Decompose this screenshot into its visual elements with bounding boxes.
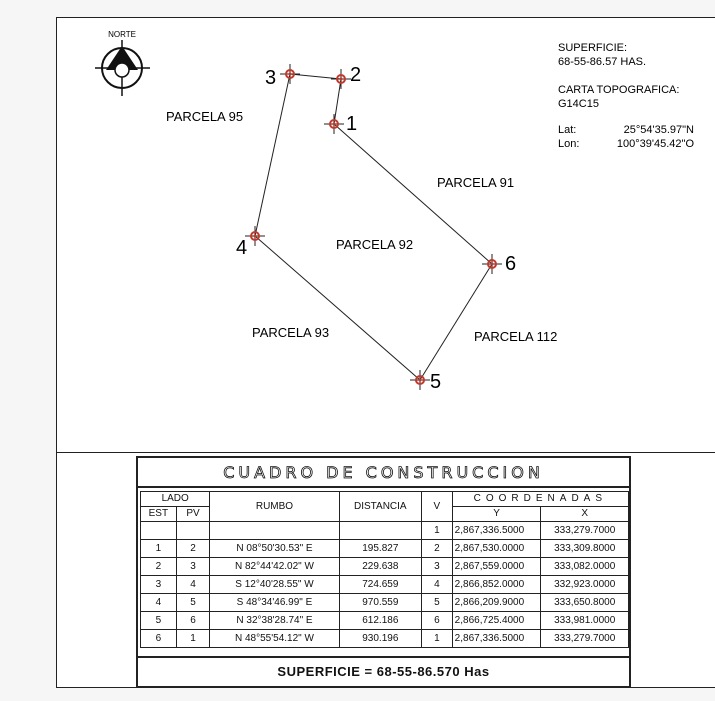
vertex-label-2: 2	[350, 64, 362, 86]
parcel-label-92: PARCELA 92	[336, 237, 414, 252]
cell-y: 2,867,336.5000	[452, 630, 541, 648]
cell-v: 5	[422, 594, 453, 612]
parcel-label-95: PARCELA 95	[166, 109, 244, 124]
cell-est: 4	[141, 594, 177, 612]
cell-pv: 4	[176, 576, 210, 594]
header-est: EST	[141, 507, 177, 522]
cell-pv: 3	[176, 558, 210, 576]
vertex-marker-icon	[245, 226, 265, 246]
cell-est: 6	[141, 630, 177, 648]
carta-label: CARTA TOPOGRAFICA:	[558, 84, 680, 96]
parcel-label-112: PARCELA 112	[474, 329, 558, 344]
vertex-marker-icon	[280, 64, 300, 84]
sheet-divider	[56, 452, 715, 453]
cell-y: 2,867,559.0000	[452, 558, 541, 576]
table-footer: SUPERFICIE = 68-55-86.570 Has	[138, 656, 629, 686]
construction-table	[140, 491, 629, 648]
cell-rumbo: S 12°40'28.55" W	[210, 576, 339, 594]
cell-x: 333,309.8000	[541, 540, 629, 558]
lon-value: 100°39'45.42"O	[616, 138, 694, 150]
table-row	[141, 558, 629, 576]
cell-x: 332,923.0000	[541, 576, 629, 594]
cell-est: 2	[141, 558, 177, 576]
cell-distancia: 930.196	[339, 630, 422, 648]
cell-v: 1	[422, 522, 453, 540]
lat-label: Lat:	[558, 124, 577, 136]
vertex-marker-icon	[410, 370, 430, 390]
header-distancia: DISTANCIA	[339, 492, 422, 522]
cell-pv: 6	[176, 612, 210, 630]
vertex-label-1: 1	[346, 113, 358, 135]
cell-y: 2,866,852.0000	[452, 576, 541, 594]
construction-table-box	[136, 456, 631, 688]
cell-rumbo: N 82°44'42.02" W	[210, 558, 339, 576]
cell-x: 333,279.7000	[541, 522, 629, 540]
parcel-label-93: PARCELA 93	[252, 325, 330, 340]
cell-rumbo: N 08°50'30.53" E	[210, 540, 339, 558]
vertex-label-6: 6	[505, 253, 517, 275]
cell-y: 2,866,209.9000	[452, 594, 541, 612]
header-pv: PV	[176, 507, 210, 522]
cell-pv: 5	[176, 594, 210, 612]
north-label: NORTE	[108, 30, 136, 39]
header-x: X	[541, 507, 629, 522]
cell-y: 2,867,530.0000	[452, 540, 541, 558]
vertex-marker-icon	[324, 114, 344, 134]
cell-distancia: 724.659	[339, 576, 422, 594]
lat-value: 25°54'35.97"N	[623, 124, 694, 136]
cell-rumbo: N 48°55'54.12" W	[210, 630, 339, 648]
cell-y: 2,867,336.5000	[452, 522, 541, 540]
cell-pv: 1	[176, 630, 210, 648]
north-arrow-icon	[95, 40, 150, 96]
vertex-marker-icon	[482, 254, 502, 274]
header-lado: LADO	[141, 492, 210, 507]
cell-x: 333,082.0000	[541, 558, 629, 576]
vertex-label-3: 3	[265, 67, 277, 89]
cell-distancia: 229.638	[339, 558, 422, 576]
cell-est: 5	[141, 612, 177, 630]
vertex-marker-icon	[331, 69, 351, 89]
cell-distancia: 970.559	[339, 594, 422, 612]
vertex-label-5: 5	[430, 371, 442, 393]
cell-distancia: 195.827	[339, 540, 422, 558]
table-row	[141, 522, 629, 540]
carta-value: G14C15	[558, 98, 599, 110]
cell-est: 1	[141, 540, 177, 558]
header-v: V	[422, 492, 453, 522]
parcel-label-91: PARCELA 91	[437, 175, 515, 190]
vertex-label-4: 4	[236, 237, 248, 259]
cell-v: 4	[422, 576, 453, 594]
table-title: CUADRO DE CONSTRUCCION	[138, 458, 629, 488]
table-row	[141, 594, 629, 612]
cell-y: 2,866,725.4000	[452, 612, 541, 630]
cell-rumbo: S 48°34'46.99" E	[210, 594, 339, 612]
cell-x: 333,279.7000	[541, 630, 629, 648]
cell-v: 2	[422, 540, 453, 558]
cell-v: 6	[422, 612, 453, 630]
cell-v: 3	[422, 558, 453, 576]
cell-distancia: 612.186	[339, 612, 422, 630]
cell-est: 3	[141, 576, 177, 594]
cell-x: 333,981.0000	[541, 612, 629, 630]
table-row	[141, 612, 629, 630]
header-y: Y	[452, 507, 541, 522]
superficie-value: 68-55-86.57 HAS.	[558, 56, 647, 68]
cell-pv: 2	[176, 540, 210, 558]
cell-x: 333,650.8000	[541, 594, 629, 612]
table-row	[141, 540, 629, 558]
table-row	[141, 576, 629, 594]
header-rumbo: RUMBO	[210, 492, 339, 522]
header-coordenadas: COORDENADAS	[452, 492, 628, 507]
cell-rumbo: N 32°38'28.74" E	[210, 612, 339, 630]
vertex-markers	[245, 64, 502, 390]
table-row	[141, 630, 629, 648]
cell-v: 1	[422, 630, 453, 648]
table-body	[141, 522, 629, 648]
lon-label: Lon:	[558, 138, 580, 150]
superficie-label: SUPERFICIE:	[558, 42, 628, 54]
